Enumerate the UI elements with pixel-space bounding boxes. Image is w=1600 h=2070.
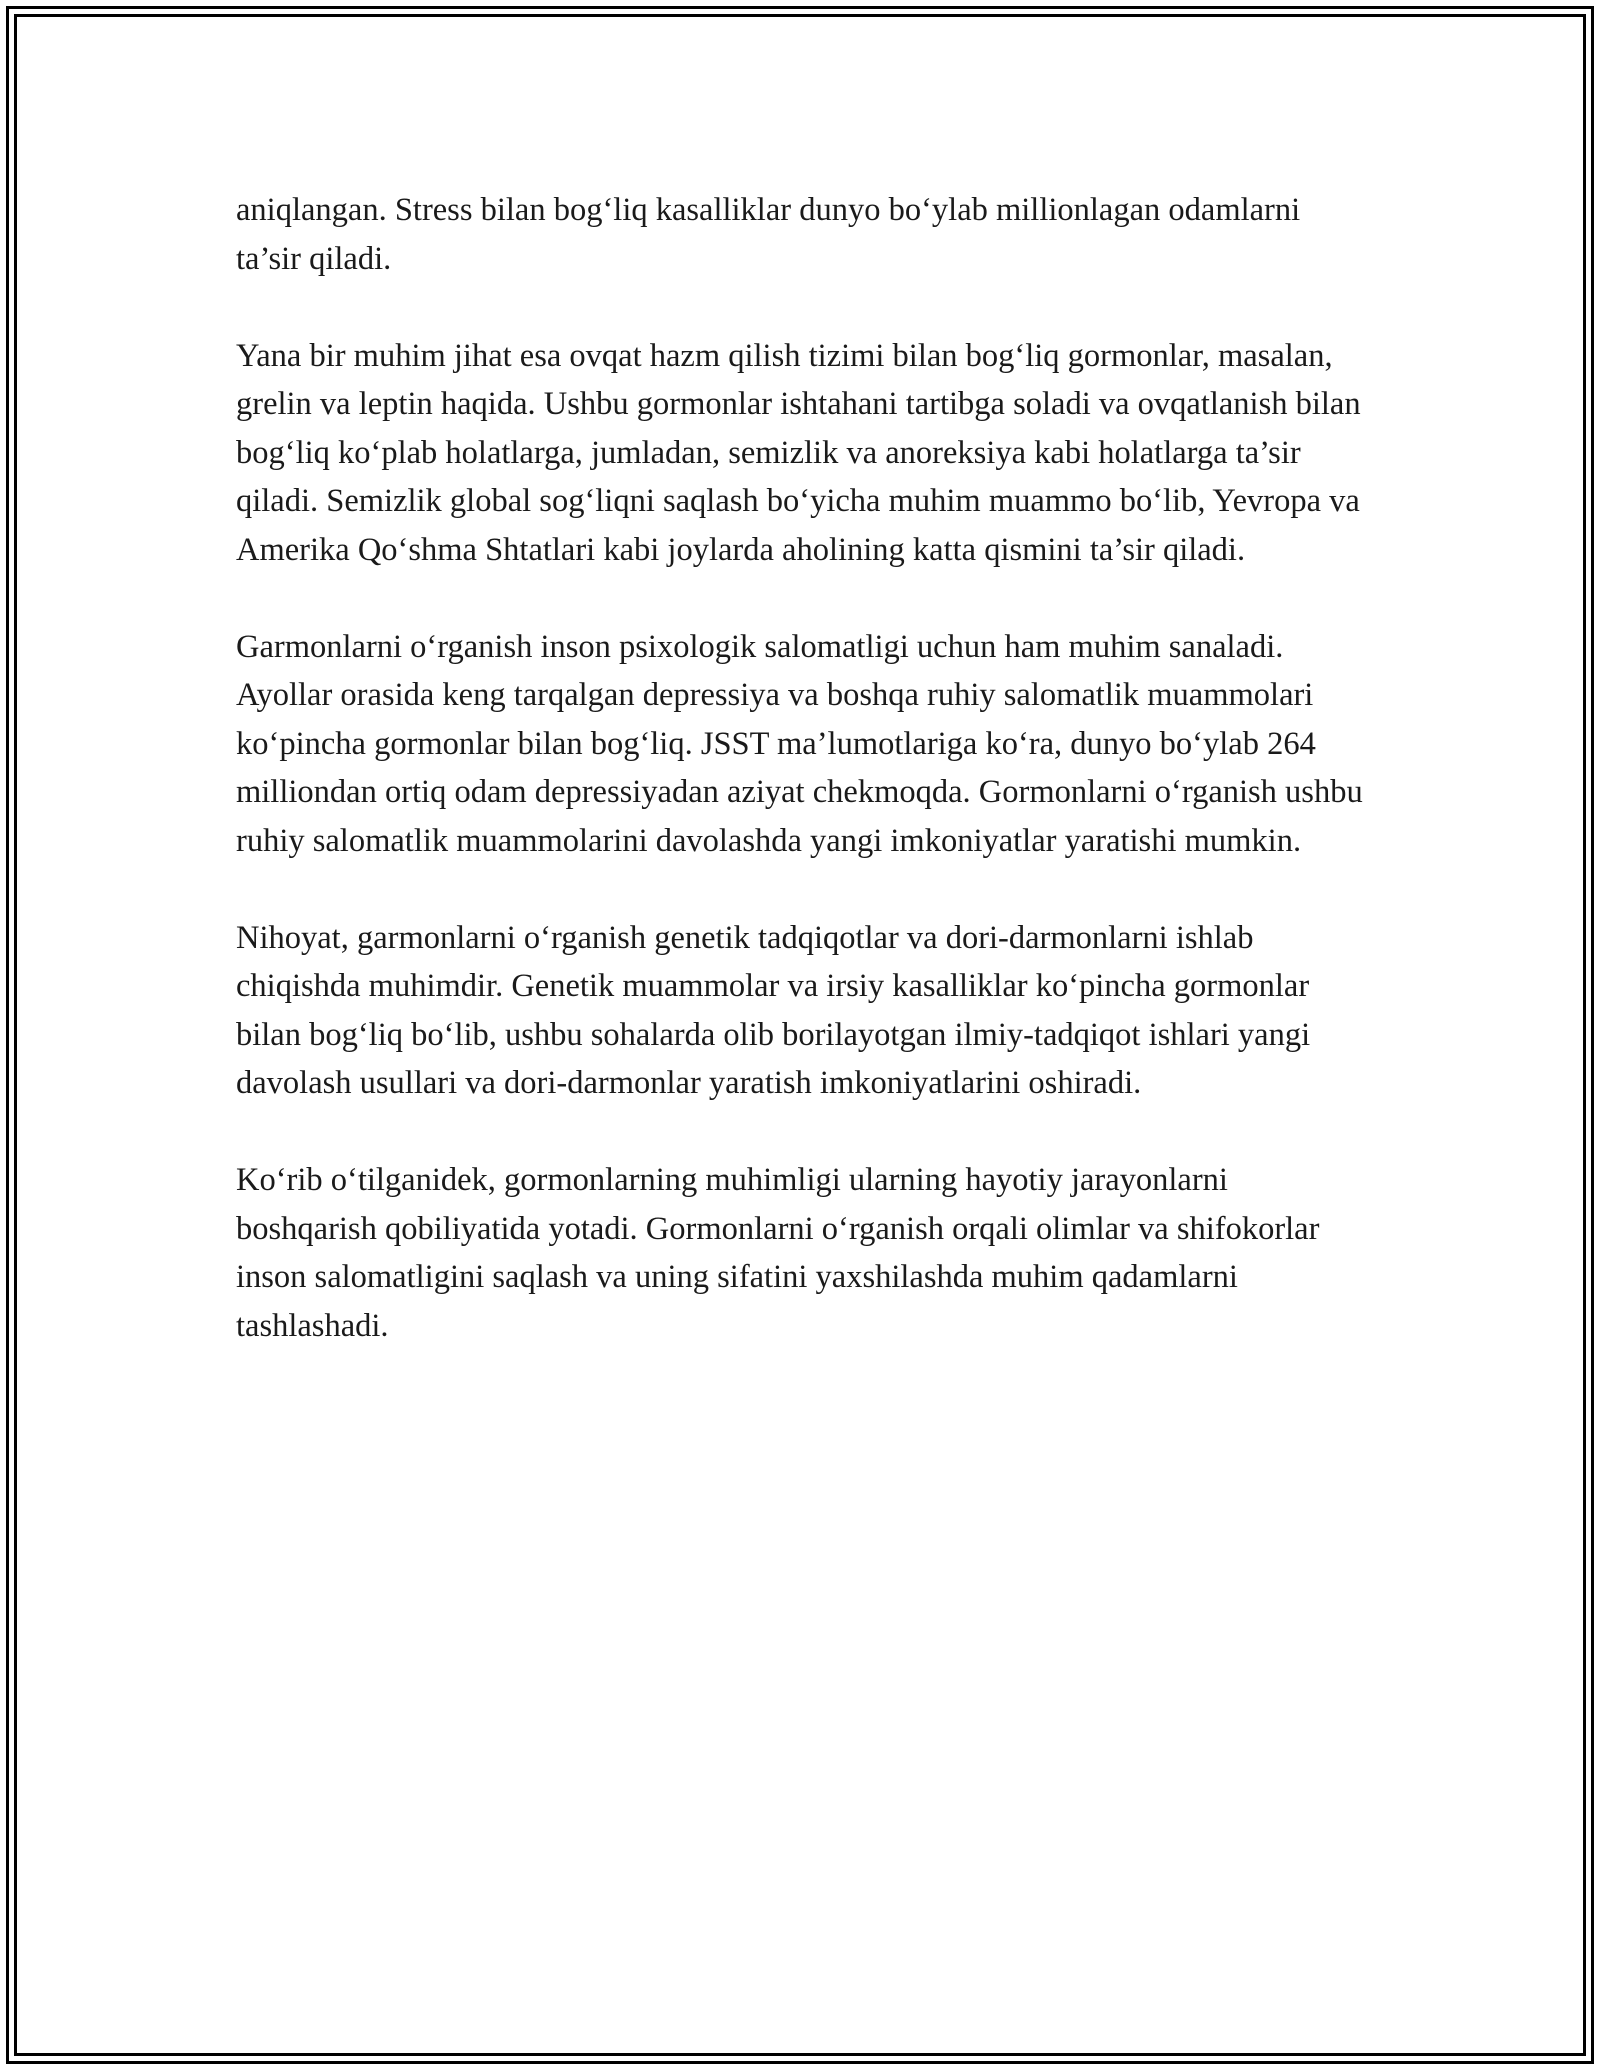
paragraph-5: Ko‘rib o‘tilganidek, gormonlarning muhimligi ularning hayotiy jarayonlarni boshqarish qobiliyatida yotadi. Gormonlarni o‘rganish orqali olimlar va shifokorlar inson salomatligini saqlash va uning sifatini yaxshilashda muhim qadamlarni tashlashadi.: [236, 1162, 1320, 1344]
paragraph-2: Yana bir muhim jihat esa ovqat hazm qilish tizimi bilan bog‘liq gormonlar, masalan, grelin va leptin haqida. Ushbu gormonlar ishtahani tartibga soladi va ovqatlanish bilan bog‘liq ko‘plab holatlarga, jumladan, semizlik va anoreksiya kabi holatlarga ta’sir qiladi. Semizlik global sog‘liqni saqlash bo‘yicha muhim muammo bo‘lib, Yevropa va Amerika Qo‘shma Shtatlari kabi joylarda aholining katta qismini ta’sir qiladi.: [236, 337, 1361, 568]
paragraph-4: Nihoyat, garmonlarni o‘rganish genetik tadqiqotlar va dori-darmonlarni ishlab chiqishda muhimdir. Genetik muammolar va irsiy kasalliklar ko‘pincha gormonlar bilan bog‘liq bo‘lib, ushbu sohalarda olib borilayotgan ilmiy-tadqiqot ishlari yangi davolash usullari va dori-darmonlar yaratish imkoniyatlarini oshiradi.: [236, 919, 1311, 1101]
paragraph-1: aniqlangan. Stress bilan bog‘liq kasalliklar dunyo bo‘ylab millionlagan odamlarni ta’sir qiladi.: [236, 192, 1301, 277]
document-body: [236, 186, 1366, 1350]
paragraph-3: Garmonlarni o‘rganish inson psixologik salomatligi uchun ham muhim sanaladi. Ayollar orasida keng tarqalgan depressiya va boshqa ruhiy salomatlik muammolari ko‘pincha gormonlar bilan bog‘liq. JSST ma’lumotlariga ko‘ra, dunyo bo‘ylab 264 milliondan ortiq odam depressiyadan aziyat chekmoqda. Gormonlarni o‘rganish ushbu ruhiy salomatlik muammolarini davolashda yangi imkoniyatlar yaratishi mumkin.: [236, 628, 1363, 859]
